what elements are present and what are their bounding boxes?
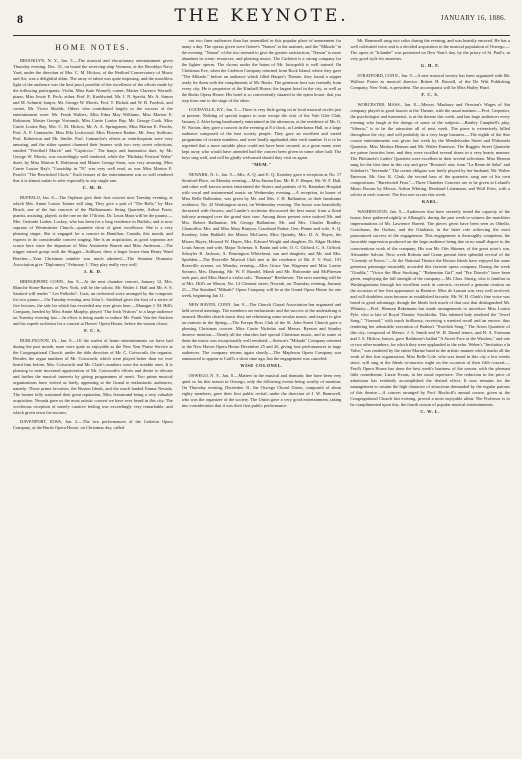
news-item-byline: J. R. D. (83, 268, 102, 274)
news-item-text: out two finer audiences than has assembled in this popular place of amusement for many a day. The operas given were Genee's "Nanon" at the matinee, and the "Mikado" in the evening. "Nanon" of the two seemed to give the greater satisfaction; "Nanon" is more abundant in scenic resources, and pleasing music. The Carleton is a strong company for the lighter operas. The chorus under the baton of Mr. Jutzopoldi is well trained. On Christmas Eve, when the Carleton Company returned from Rock Island, where they gave "The Mikado," before an audience which filled Harper's Theatre, they found a supper ready for them with the compliments of Mr. Burtis. The generous host was formally from every city. He is proprietor of the Kimball House, the largest hotel in the city, as well as the Burtis Opera House. His hotel is so conveniently situated to the opera house, that you step from one to the stage of the other. (181, 38, 342, 104)
news-item-byline: C. M. H. (82, 185, 104, 191)
news-item-davenport (13, 419, 173, 431)
news-item-byline: F. C. S. (421, 92, 439, 98)
news-item-buffalo (13, 195, 173, 274)
news-item-byline: "MEM." (251, 162, 272, 168)
news-item-text: WORCESTER, MASS., Jan. 8.—Messrs. Maubury and Overton's Wages of Sin company played to good houses at the Theatre, with the usual matinee.—Prof. Carpenter, the psychologist and mesmerist, is at the theatre this week, and has large audiences every evening who laugh at the doings of some of the subjects.—Bartley Campbell's play, "Siberia," is to be the attraction all of next week. The piece is extensively billed throughout the city, and will probably do a very large business.—The eighth of the Star course entertainments was given last week by the Mendelssohn Street and Philomela Quartette, Miss Medora Henson and Mr. Walter Emerson. The Ruggles Street Quartette are prime favorites here, and they were recalled several times in a very hearty manner. The Philomela's Ladies' Quartette were excellent in their several selections. Miss Henson sang for the first time in this city and gave "Rossini's aria, from "La Reine de Saba" and Schubert's "Serenade." The cornet obligato was finely played by her husband, Mr. Walter Emerson. Mr. Geo. K. Clark, the second bass of the quartette, sang one of his own compositions, "Barefooted Friar."—Three Chamber Concerts are to be given in Leland's Music Rooms by Messrs. Arthur Whiting, Bernhard Listemann, and Wulf Fries, with a soloist at each concert. The first one occurs this week. (350, 102, 510, 198)
news-item-text: WASHINGTON, Jan. 9.—Audiences that have severely tested the capacity of the house, have gathered nightly at Albaugh's, during the past week to witness the matchless impersonations of Mr. Lawrence Barrett. The pieces given have been seen as Othello, Coriolanus, the Outlaw, and the Gladiator, in the latter role achieving the most pronounced success of the engagement. This engagement is thoroughly competent, the favorable impression produced on the large audience being due in no small degree to the conscientious work of the company. His son Mr. Otis Skinner, of the great actor's son, Alexander Salvini. Next week Robson and Crane present their splendid revival of the "Comedy of Errors."—At the National Theatre the Boston Ideals have enjoyed the same generous patronage invariably accorded this favorite opera company. During the week "Giralda," "Victor the Blue Stocking," "Bohemian Girl" and "Fra Diavolo" have been given, employing the full strength of the company.—Mr. Chas. Sinzig, who is familiar to Washingtonians through her excellent work in concerts, received a genuine ovation on the occasion of her first appearance as Beatrice. Miss de Lausan was very well received, and will doubtless soon become as established favorite. Mr. W. H. Clark's fine voice was heard to good advantage, though the Ideals lack much of that cast that distinguished Mr. Whitney.—Prof. Herman Rakemann has made arrangements to introduce Miss Louise Pyle, who is late of Royal Theatre, Stockholm. This talented lady rendered the "Jewel Song," "Gounod," with much brilliancy, receiving a merited recall and an encore, thus rendering her admirable execution of Brahm's "Swedish Song." The Arion Quartette of this city, composed of Messrs. J. S. Smith and W. H. Daniel tenors, and H. A. Foreman and J. S. Hickox, basses, gave Rathbone's ballad "A Sweet Face at the Window," and one or two other numbers, for which they were applauded to the echo. Weber's "Invitation a la Valse," was rendered by the entire Marine band in the artistic manner which marks all the work of this fine organization. Miss Belle Cole, who was heard in this city a few weeks since, will sing at the Ideals to-morrow night on the occasion of their fifth concert.—Ford's Opera House has done the best week's business of the season, with the pleasant little comedienne, Lizzie Evans, in her usual repertoire. The reduction in the price of admission has evidently accomplished the desired effect. It now remains for the management to sustain the high character of attractions demanded by the regular patrons of this theatre.—A concert arranged by Prof. Bischoff's annual course, given at the Congregational Church last evening, proved a most enjoyable affair. The Professor is to be complimented upon this, the fourth season of popular musical entertainments. (350, 209, 510, 407)
news-item-text: OSWEGO, N. Y., Jan. 8.—Matters in the musical and dramatic line have been very quiet so far this season in Oswego, only the following events being worthy of mention: On Thursday evening, December 31, the Oswego Choral Union, composed of about eighty members, gave their first public recital, under the direction of J. W. Bramwell, who was the organizer of the society. The Union gave a very good entertainment, taking into consideration that it was their first public performance. (181, 372, 342, 408)
news-item-bridgeport (13, 279, 173, 334)
page-header (13, 0, 510, 38)
news-item-stratford (350, 73, 510, 98)
header-rule (13, 35, 510, 36)
news-item-text: NEW HAVEN, CONN. Jan. 9.—The Church Choral Association has organized and held several meetings. The members are enthusiastic and the success of the undertaking is assured. Besides church music they are rehearsing some secular music, and expect to give an oratorio in the Spring.—The Forepa Boss Club of the St. John Street Church gave a pleasing Christmas concert. Miss Carrie Nicholas and Messrs. Ryeson and Stanley deserve mention.—Nearly all the churches had special Christmas music, and in some of them the music was exceptionally well rendered.—Stetson's "Mikado" Company returned to the New Haven Opera House December 25 and 26, giving four performances to large audiences. The company returns again shortly.—The Mapleson Opera Company was announced to appear at Carll's a short time ago, but the engagement was canceled. (181, 301, 342, 361)
news-item-text: BROOKLYN, N. Y., Jan. 5.—The musical and elocutionary entertainment given Thursday evening, Dec. 31, on board the receiving-ship Vermont, at the Brooklyn Navy Yard, under the direction of Mrs. C. M. Hickox, of the Bedford Conservatory of Music and Art, was a delightful affair. The array of talent was quite imposing, and the matchless light of the audience was the best proof possible of the excellence of the efforts made by the following participants: Violin, Miss Kate Wornell; cornet, Master Clarence Wornell; piano, Miss Jessie E. Peck; zither, Prof. E. Kuehlwind, Mr. J. N. Specht, Mr. A. Simon and M. Schmitt; banjos, Mr. George W. Morris, Prof. T. Hickok and W. B. Foedick, and cornet, Mr. Victor Shields. Others who contributed largely to the success of the entertainment were: Mr. Frank Walters, Miss Edna May Williams, Miss Marion E. Robinson, Master George Vostrandt, Miss Carrie Louise Bay, Mr. George Cook, Miss Carrie Louise Ray, Mrs. C. M. Hickox, Mr. A. A. Springsteen, Miss Marion E. Peachs, Prof. A. F. Camanche, Miss Ella Lockwood, Miss Florence Barber, Mr. Jerry Sullivan, Prof. Robertson and Mr. Smilie. Prof. Camanche's efforts at ventriloquism were very amusing, and the zither quartet charmed their hearers with two very sweet selections, entitled "Friedhoff March" and "Capriccio." The banjo and harmonica duet, by Mr. George W. Morris, was exceedingly well rendered, while the "Birthday Festival Waltz" duett, by Miss Marion E. Robinson and Master George Stout, was very amusing. Miss Carrie Louise Ray's "Courtship in '76" was very well read, as was Miss Marion E. Peach's "The Bewitched Clock." Each feature of the entertainment was so well rendered that it is almost unfair to refer especially to any single one. (13, 58, 173, 184)
news-item-byline: G. H. F. (420, 63, 440, 69)
masthead-title: THE KEYNOTE. (174, 6, 349, 26)
column-2 (182, 38, 342, 754)
column-1 (13, 38, 173, 754)
news-item-text: BURLINGTON, IA., Jan. 8.—Of the surfeit of home entertainments we have had during the past month, none were quite as enjoyable as the New Year Praise Service at the Congregational Church, under the able direction of Mr. C. Cotsworth, the organist. Besides the organ numbers of Mr. Cotsworth, which were played better than we ever heard him before, Mrs. Cotsworth and Mr. Clark's numbers were the notable ones. It is pleasing to note increased appreciation of Mr. Cotsworth's efforts and desire to elevate and further the musical interests by giving programmes of merit. Two prime musical organizations have visited us lately, appearing at the Grand to enthusiastic audiences, namely: Those prime favorites, the Boston Ideals, and the much lauded Emma Nevada. The former fully sustained their great reputation, Miss Jessamund being a very valuable acquisition. Nevada gave us the most artistic concert we have ever heard in this city. The vociferous reception of merely curative feeling was exceedingly very remarkable, and which given sewn for encores. (13, 337, 173, 415)
news-item-oswego (182, 373, 342, 409)
news-item-davenport-cont (182, 38, 342, 104)
news-item-text: STRATFORD, CONN., Jan. 9.—A new musical society has been organized with Mr. Wallace Porter as musical director. Robert H. Russell, of the De Witt Publishing Company, New York, is president. The accompanist will be Miss Hailey Hurd. (350, 73, 510, 91)
news-item-byline: WISE COLONEL. (240, 362, 283, 368)
news-item-text: BRIDGEPORT, CONN., Jan. 9.—At the next chamber concert, January 12, Mrs. Blanche Stone-Barton, of New York, will be the soloist. Mr. Walter J. Hall and Mr. S. S. Sanford will render " Les Préludes". Liszt, an orchestral score arranged by the composer for two pianos.—On Tuesday evening next John L. Stoddard gives the first of a series of five lectures, the sale for which has exceeded any ever given here.—Manager J. M. Hill's Company, headed by Miss Annie Murphy, played "Our Irish Visitors" to a large audience on Tuesday evening last.—In effort is being made to induce Mr. Frank Van der Stucken and his superb orchestra for a concert at Hawes' Opera House, before the season closes. (13, 278, 173, 326)
news-item-louisville (182, 107, 342, 168)
issue-date: JANUARY 16, 1886. (440, 14, 506, 22)
news-item-text: LOUISVILLE, KY., Jan. 5.—There is very little going on in local musical circles just at present. Nothing of special import to note except the visit of the Yale Glee Club, January 2. After being handsomely entertained in the afternoon, at the residence of Mr. G. W. Norton, they gave a concert in the evening at 8 o'clock, at Liederkranz Hall, to a large audience composed of the best society people. They gave an excellent and varied programme of sixteen numbers, and were loudly applauded after each number. It is to be regretted that a more suitable place could not have been secured, as a great many were kept away who would have attended had the concert been given in some other hall. The boys sing well, and will be gladly welcomed should they visit us again. (181, 107, 342, 161)
news-item-text: NEWARK, N. J., Jan. 9.—Mrs. A. Q. and E. Q. Keasbey gave a reception at No. 17 Stratford Place, on Monday evening.—Miss Emma Eno, Mr. R. F. Harper, Mr. W. F. Hall, and other well known artists entertained the Sisters and patients of St. Barnabas Hospital with vocal and instrumental music on Wednesday evening.—A reception, in honor of Miss Belle Ballentine, was given by Mr. and Mrs. J. H. Ballantine, at their handsome residence, No. 43 Washington street, on Wednesday evening. The house was beautifully decorated with flowers, and Lander's orchestra discoursed the best music from a floral balcony arranged over the grand stair case. Among those present were noticed Mr. and Mrs. Robert Ballantine, Mr. George Ballantine, Mr. and Mrs. Charles Bradley, Chancellor, Mrs. and Miss Mary Runyon, Courtland Parker, Gen. Plume and wife, A. Q. Keasbey, John Hubbell, the Misses McCarter, Miss Quimby, Mrs. D. A. Hayes, the Misses Hayes, Howard W. Hayes, Mrs. Edward Wright and daughter, Dr. Edgar Holden, Louis Amory and wife, Major Tichenor, S. Battin and wife, O. C. Gifford, C. A. Gifford, Schuyler B. Jackson, A. Pennington Whitehead, son and daughter, and Mr. and Mrs. Spielden.—The Roseville Musical Club met at the residence of Mr. F. V. Pool, 191 Roseville avenue, on Monday evening.—Miss Grace Van Wagenen and Miss Louise Sorrano, Mrs. Dunning, Mr. W. F. Rundel, Marsh and Mr. Holcombe and McPherson took part, and Miss Hand a violin solo. "Bonanza" Beethoven. The next meeting will be at Mrs. Hill's on Mason, No. 14 Clemont street, Newark, on Thursday evening, January 21.—The Standard "Mikado" Opera Company will be at the Grand Opera House for one week, beginning Jan 11. (181, 172, 342, 298)
columns (13, 38, 510, 754)
news-item-text: DAVENPORT, IOWA, Jan. 2.—The two performances of the Carleton Opera Company, at the Burtis Opera House, on Christmas day, called (13, 418, 173, 430)
news-item-byline: F. C. S. (84, 327, 102, 333)
news-item-text: BUFFALO, Jan. 8.—The Orpheus give their first concert next Tuesday evening, at which Mrs. Annie Louise Tanner will sing. They give a part of "The Bells," by Max Bruch, one of the last concerts of the Philharmonic String Quartette, Arthur Foote, pianist, assisting, played, at the one on the 17th inst. Dr. Louis Maas will be the pianist.—Mrs. Gertrude Luther, Luckey, who has been for a long residence in Buffalo, and is now soprano of Westminster Church—quartette choir of great excellence. She is a very pleasing singer. She is engaged for a concert in Hamilton, Canada, this month, and expects to do considerable concert singing. She is an acquisition, as good sopranos are scarce here since the departure of Miss Antoinette Barrett and Miss Anderson.—The trigger mixed group with the Slugger—Sullivan, drew a larger house than Henry Ward Beecher.—Your Christmas number was much admired.—The Amateur Dramatic Association give "Diplomacy" February 1. They play really very well. (13, 195, 173, 267)
news-item-oswego-cont (350, 38, 510, 69)
news-item-washington (350, 209, 510, 415)
news-item-byline: KARL. (421, 199, 439, 205)
news-item-burlington (13, 338, 173, 416)
news-item-new-haven (182, 302, 342, 369)
news-item-text: Mr. Bramwell sang two solos during the evening, and was heartily encored. He has a well cultivated voice and is a decided acquisition to the musical population of Oswego.—The opera of "Iolanthe" was presented on New Year's day, by the priory of St. Paul's, in very good style for amateurs. (350, 38, 510, 62)
page-number: 8 (17, 12, 23, 26)
news-item-newark (182, 172, 342, 298)
news-item-byline: C. W. L. (420, 408, 441, 414)
news-item-worcester (350, 102, 510, 205)
section-title: HOME NOTES. (55, 43, 131, 52)
column-3 (350, 38, 510, 754)
column-1-items (13, 58, 173, 431)
news-item-brooklyn (13, 58, 173, 191)
